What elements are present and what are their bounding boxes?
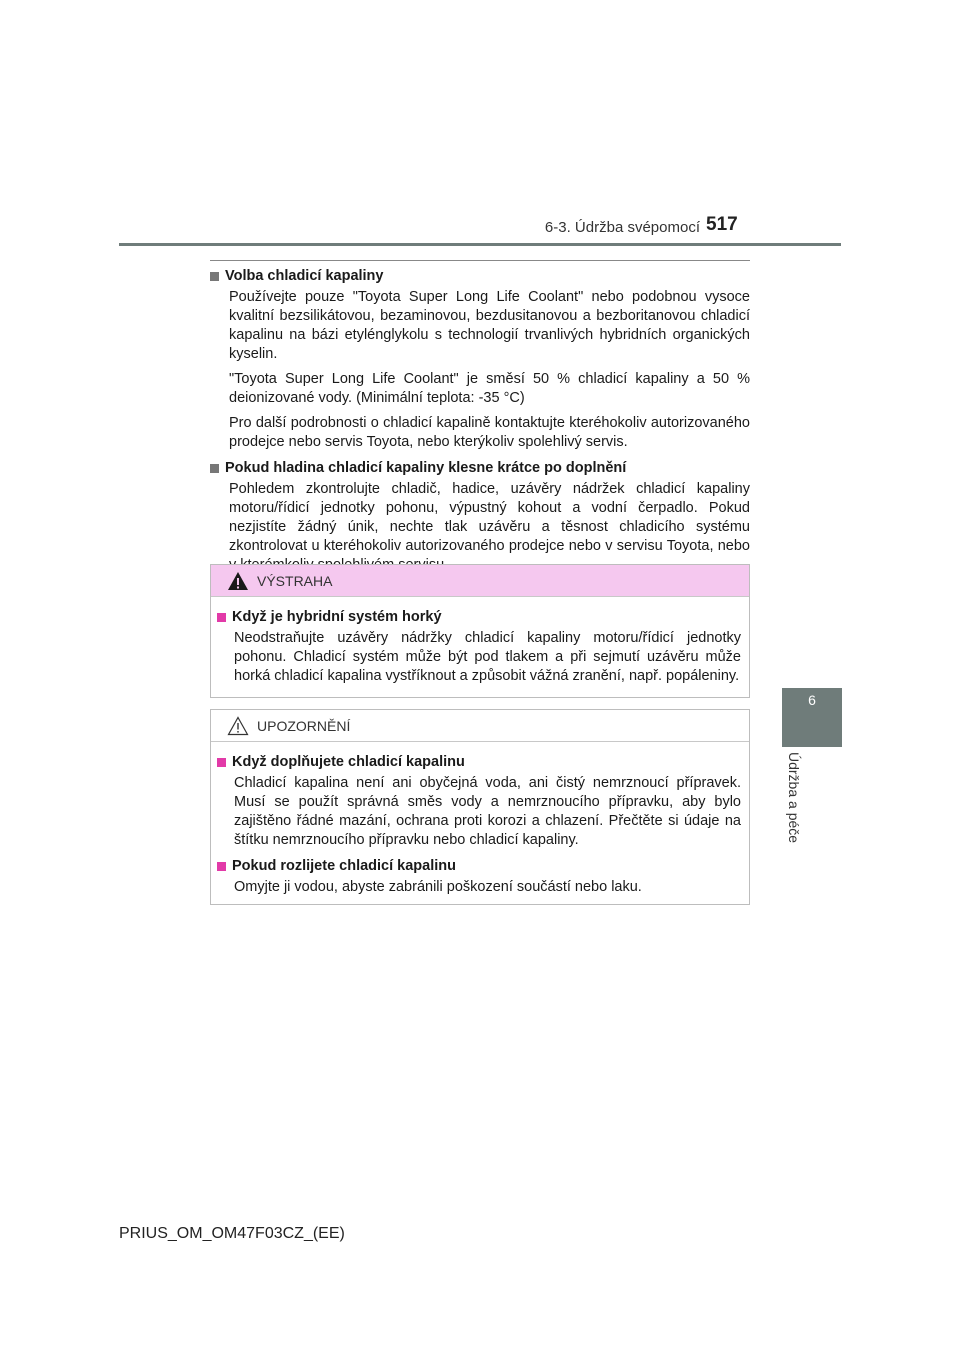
warning-item-heading — [217, 607, 743, 627]
square-bullet-icon — [217, 613, 226, 622]
paragraph: "Toyota Super Long Life Coolant" je směsí 50 % chladicí kapaliny a 50 % deionizované vody. (Minimální teplota: -35 °C) — [229, 371, 750, 406]
square-bullet-icon — [217, 862, 226, 871]
caution-box — [210, 709, 750, 905]
paragraph: Pohledem zkontrolujte chladič, hadice, uzávěry nádržek chladicí kapaliny motoru/řídicí jednotky pohonu, výpustný kohout a vodní čerpadlo. Pokud nezjistíte žádný únik, nechte tlak uzávěru a těsnost chladicího systému zkontrolovat u kteréhokoliv autorizovaného prodejce nebo v servisu Toyota, nebo — [229, 481, 750, 554]
chapter-tab[interactable] — [782, 688, 842, 747]
warning-triangle-icon — [227, 571, 249, 591]
section-coolant-drop — [210, 458, 750, 575]
header-section-title: 6-3. Údržba svépomocí — [544, 219, 700, 236]
footer-doc-code: PRIUS_OM_OM47F03CZ_(EE) — [119, 1225, 345, 1242]
section-heading-text: Pokud hladina chladicí kapaliny klesne krátce po doplnění — [225, 460, 627, 476]
section-heading — [210, 266, 750, 286]
caution-header — [211, 710, 749, 742]
caution-item-heading-text: Když doplňujete chladicí kapalinu — [232, 754, 465, 770]
content-top-rule — [210, 260, 750, 261]
section-heading — [210, 458, 750, 478]
caution-triangle-icon — [227, 716, 249, 736]
square-bullet-icon — [210, 464, 219, 473]
chapter-title: Údržba a péče — [786, 752, 802, 844]
warning-item-text: Neodstraňujte uzávěry nádržky chladicí kapaliny motoru/řídicí jednotky pohonu. Chladicí systém může být pod tlakem a při sejmutí uzávěru může horká chladicí kapalina vystříknout a způsobit vážná zranění, např. popáleniny. — [234, 630, 741, 684]
caution-body — [211, 742, 749, 897]
caution-item-heading — [217, 752, 743, 772]
warning-item-heading-text: Když je hybridní systém horký — [232, 609, 442, 625]
page-number: 517 — [706, 214, 738, 235]
square-bullet-icon — [210, 272, 219, 281]
chapter-number: 6 — [808, 692, 816, 708]
warning-body — [211, 597, 749, 686]
caution-item-text: Omyjte ji vodou, abyste zabránili poškození součástí nebo laku. — [234, 879, 642, 895]
caution-item-heading-text: Pokud rozlijete chladicí kapalinu — [232, 858, 456, 874]
caution-item-text: Chladicí kapalina není ani obyčejná voda, ani čistý nemrznoucí přípravek. Musí se použít správná směs vody a nemrznoucího přípravku, aby bylo zajištěno řádné mazání, ochrana proti korozi a chlazení. Přečtěte si údaje na štítku nemrznoucího přípravku nebo chladicí kapaliny. — [234, 775, 741, 848]
caution-label: UPOZORNĚNÍ — [257, 717, 351, 734]
caution-item-heading — [217, 856, 743, 876]
section-coolant-choice — [210, 266, 750, 452]
header-rule — [119, 243, 841, 246]
paragraph: Používejte pouze "Toyota Super Long Life Coolant" nebo podobnou vysoce kvalitní bezsilikátovou, bezaminovou, bezdusitanovou a bezboritanovou chladicí kapalinu na bázi etylénglykolu s technologií trvanlivých hybridních organických kyselin. — [229, 289, 750, 362]
section-heading-text: Volba chladicí kapaliny — [225, 268, 384, 284]
warning-box — [210, 564, 750, 698]
square-bullet-icon — [217, 758, 226, 767]
main-content — [210, 266, 750, 581]
paragraph: Pro další podrobnosti o chladicí kapalině kontaktujte kteréhokoliv autorizovaného prodejce nebo servis Toyota, nebo kterýkoliv spolehlivý servis. — [229, 415, 750, 450]
warning-header — [211, 565, 749, 597]
warning-label: VÝSTRAHA — [257, 572, 333, 589]
